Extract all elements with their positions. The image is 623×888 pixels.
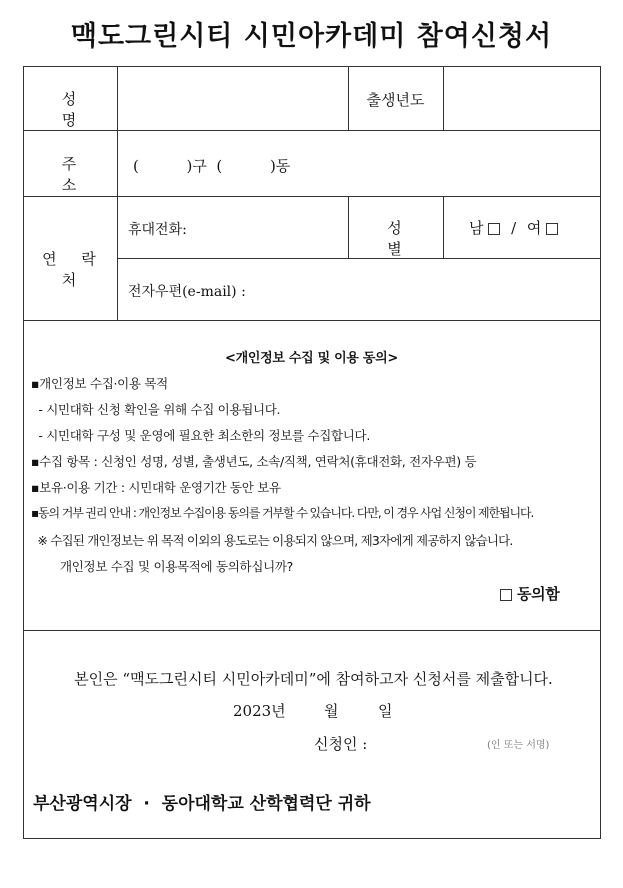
sign-hint: (인 또는 서명)	[487, 740, 550, 751]
year: 2023년	[233, 702, 286, 720]
consent-line: ▪개인정보 수집·이용 목적	[31, 376, 168, 391]
contact-label: 연 락 처	[42, 250, 106, 289]
row-divider	[23, 130, 601, 131]
consent-line: ▪수집 항목 : 신청인 성명, 성별, 출생년도, 소속/직책, 연락처(휴대전화, 전자우편) 등	[31, 454, 477, 469]
agree-label: 동의함	[516, 585, 560, 603]
signature-field[interactable]	[385, 728, 475, 752]
consent-note: ※ 수집된 개인정보는 위 목적 이외의 용도로는 이용되지 않으며, 제3자에게 제공하지 않습니다.	[31, 533, 513, 548]
page-title: 맥도그린시티 시민아카데미 참여신청서	[70, 21, 553, 52]
row-divider	[23, 196, 601, 197]
consent-question: 개인정보 수집 및 이용목적에 동의하십니까?	[60, 559, 293, 574]
female-checkbox[interactable]	[546, 223, 558, 235]
address-label: 주 소	[61, 155, 99, 194]
consent-line: ▪보유·이용 기간 : 시민대학 운영기간 동안 보유	[31, 480, 281, 495]
agree-checkbox[interactable]	[500, 589, 512, 601]
phone-label[interactable]: 휴대전화:	[128, 222, 187, 238]
birth-year-label: 출생년도	[366, 91, 425, 109]
email-label[interactable]: 전자우편(e-mail) :	[128, 284, 246, 300]
day[interactable]: 일	[378, 702, 393, 720]
male-checkbox[interactable]	[488, 223, 500, 235]
consent-line: - 시민대학 구성 및 운영에 필요한 최소한의 정보를 수집합니다.	[31, 428, 370, 443]
row-divider	[23, 630, 601, 631]
addressee: 부산광역시장 · 동아대학교 산학협력단 귀하	[33, 794, 371, 814]
month[interactable]: 월	[324, 702, 339, 720]
address-field[interactable]: ( )구 ( )동	[133, 157, 291, 175]
female-label: 여	[526, 219, 542, 237]
declaration-statement: 본인은 “맥도그린시티 시민아카데미”에 참여하고자 신청서를 제출합니다.	[74, 670, 553, 688]
male-label: 남	[469, 219, 484, 237]
row-divider	[23, 320, 601, 321]
applicant-label: 신청인 :	[314, 735, 368, 753]
consent-line: - 시민대학 신청 확인을 위해 수집 이용됩니다.	[31, 402, 281, 417]
birth-year-field[interactable]	[444, 67, 600, 130]
consent-heading: <개인정보 수집 및 이용 동의>	[225, 351, 398, 366]
col-divider	[443, 196, 444, 258]
table-border	[23, 838, 601, 839]
slash: /	[511, 219, 517, 237]
consent-line: ▪동의 거부 권리 안내 : 개인정보 수집이용 동의를 거부할 수 있습니다. 다만, 이 경우 사업 신청이 제한됩니다.	[31, 506, 534, 520]
agree-option[interactable]	[500, 583, 560, 604]
name-label: 성 명	[61, 90, 99, 129]
gender-options	[469, 217, 558, 238]
table-border	[600, 66, 601, 838]
name-field[interactable]	[118, 67, 348, 130]
gender-label: 성 별	[387, 219, 428, 258]
